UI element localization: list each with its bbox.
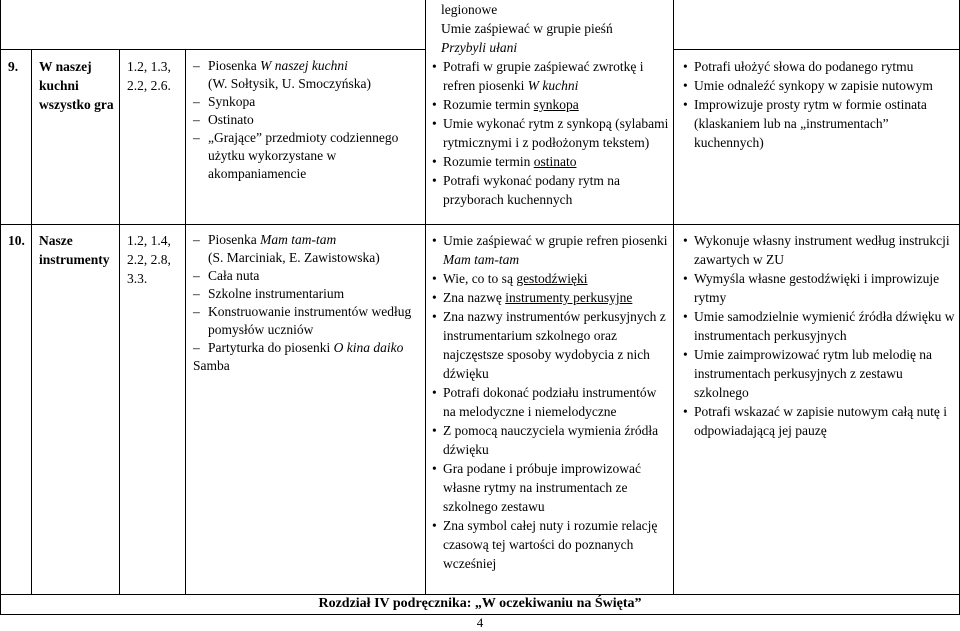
requirement-item: • Improwizuje prosty rytm w formie ostinata (klaskaniem lub na „instrumentach” kuchennych) [683, 95, 955, 152]
requirement-item: • Umie odnaleźć synkopy w zapisie nutowym [683, 76, 955, 95]
table-border-left [0, 0, 1, 614]
content-item-cont: (W. Sołtysik, U. Smoczyńska) [208, 76, 371, 91]
content-item: – Piosenka W naszej kuchni [193, 57, 423, 75]
table-border-top-right [673, 49, 960, 50]
requirement-item: • Umie samodzielnie wymienić źródła dźwięku w instrumentach perkusyjnych [683, 307, 955, 345]
table-border-col4 [425, 0, 426, 594]
content-item: – „Grające” przedmioty codziennego użytku wykorzystane w akompaniamencie [193, 129, 423, 183]
previous-lesson-continuation [441, 0, 671, 57]
table-border-col5 [673, 0, 674, 594]
lesson-number: 9. [8, 59, 19, 74]
lesson-content [193, 231, 423, 375]
extended-requirements [683, 231, 955, 440]
content-item: – Synkopa [193, 93, 423, 111]
content-item: – Partyturka do piosenki O kina daiko [193, 339, 423, 357]
requirement-item: • Umie wykonać rytm z synkopą (sylabami rytmicznymi i z podłożonym tekstem) [432, 114, 670, 152]
lesson-refs: 1.2, 1.3, 2.2, 2.6. [127, 59, 171, 93]
requirement-item: • Umie zaimprowizować rytm lub melodię na instrumentach perkusyjnych z zestawu szkolnego [683, 345, 955, 402]
content-item-cont: (S. Marciniak, E. Zawistowska) [208, 250, 380, 265]
table-row-divider [0, 224, 960, 225]
content-item: – Konstruowanie instrumentów według pomysłów uczniów [193, 303, 423, 339]
table-border-col2 [119, 49, 120, 594]
basic-requirements [432, 231, 670, 573]
requirement-item: • Gra podane i próbuje improwizować własne rytmy na instrumentach ze szkolnego zestawu [432, 459, 670, 516]
continuation-line-1: legionowe [441, 2, 498, 17]
requirement-item: • Wykonuje własny instrument według instrukcji zawartych w ZU [683, 231, 955, 269]
requirement-item: • Potrafi w grupie zaśpiewać zwrotkę i refren piosenki W kuchni [432, 57, 670, 95]
lesson-content [193, 57, 423, 183]
requirement-item: • Rozumie termin ostinato [432, 152, 670, 171]
requirement-item: • Potrafi wykonać podany rytm na przyborach kuchennych [432, 171, 670, 209]
content-item: Samba [193, 358, 230, 373]
lesson-title: Nasze instrumenty [39, 233, 110, 267]
requirement-item: • Umie zaśpiewać w grupie refren piosenki Mam tam-tam [432, 231, 670, 269]
chapter-footer: Rozdział IV podręcznika: „W oczekiwaniu na Święta” [318, 596, 642, 611]
table-border-col3 [185, 49, 186, 594]
requirement-item: • Zna nazwę instrumenty perkusyjne [432, 288, 670, 307]
lesson-title: W naszej kuchni wszystko gra [39, 59, 114, 112]
continuation-line-3: Przybyli ułani [441, 40, 518, 55]
extended-requirements [683, 57, 955, 152]
content-item: – Ostinato [193, 111, 423, 129]
requirement-item: • Wymyśla własne gestodźwięki i improwizuje rytmy [683, 269, 955, 307]
requirement-item: • Rozumie termin synkopa [432, 95, 670, 114]
content-item: – Piosenka Mam tam-tam [193, 231, 423, 249]
table-border-top-left [0, 49, 426, 50]
requirement-item: • Zna symbol całej nuty i rozumie relację czasową tej wartości do poznanych wcześniej [432, 516, 670, 573]
requirement-item: • Zna nazwy instrumentów perkusyjnych z instrumentarium szkolnego oraz najczęstsze sposoby wydobycia z nich dźwięku [432, 307, 670, 383]
requirement-item: • Potrafi dokonać podziału instrumentów na melodyczne i niemelodyczne [432, 383, 670, 421]
content-item: – Szkolne instrumentarium [193, 285, 423, 303]
lesson-number: 10. [8, 233, 25, 248]
lesson-refs: 1.2, 1.4, 2.2, 2.8, 3.3. [127, 233, 171, 286]
requirement-item: • Wie, co to są gestodźwięki [432, 269, 670, 288]
table-border-col1 [31, 49, 32, 594]
content-item: – Cała nuta [193, 267, 423, 285]
continuation-line-2: Umie zaśpiewać w grupie pieśń [441, 21, 613, 36]
page-number: 4 [476, 615, 484, 630]
requirement-item: • Potrafi wskazać w zapisie nutowym całą nutę i odpowiadającą jej pauzę [683, 402, 955, 440]
basic-requirements [432, 57, 670, 209]
requirement-item: • Z pomocą nauczyciela wymienia źródła dźwięku [432, 421, 670, 459]
requirement-item: • Potrafi ułożyć słowa do podanego rytmu [683, 57, 955, 76]
